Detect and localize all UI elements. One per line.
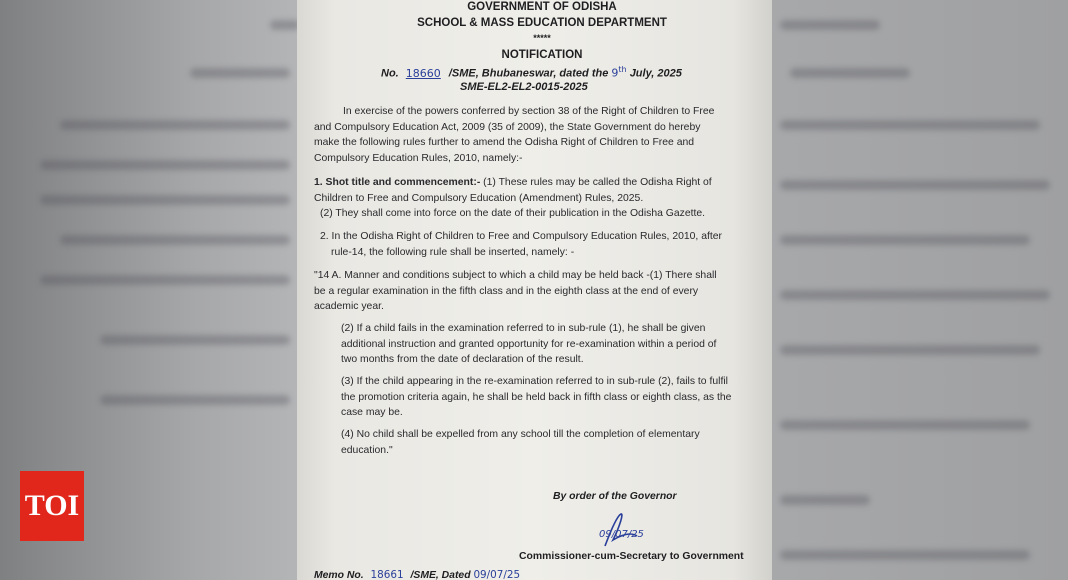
bg-blur-line: [780, 420, 1030, 430]
bg-blur-line: [780, 345, 1040, 355]
by-order-text: By order of the Governor: [553, 491, 677, 502]
sub-rule-2-line: two months from the date of declaration of the result.: [341, 354, 584, 365]
rule-2-line: rule-14, the following rule shall be inserted, namely: -: [331, 246, 575, 258]
signature-date: 09/07/25: [599, 529, 644, 540]
bg-blur-line: [790, 68, 910, 78]
rule-14a-line: academic year.: [314, 301, 384, 312]
department-heading: SCHOOL & MASS EDUCATION DEPARTMENT: [417, 17, 667, 29]
bg-blur-line: [100, 335, 290, 345]
intro-paragraph: [314, 104, 762, 166]
toi-logo: TOI: [20, 471, 84, 541]
header-stars: *****: [533, 33, 551, 43]
number-prefix: No.: [381, 67, 399, 80]
government-heading: GOVERNMENT OF ODISHA: [467, 1, 617, 13]
memo-dated: /SME, Dated: [410, 570, 471, 580]
notification-title: NOTIFICATION: [501, 49, 583, 61]
bg-blur-line: [780, 20, 880, 30]
bg-blur-line: [60, 120, 290, 130]
memo-number: 18661: [370, 569, 404, 580]
rule-1-line: (2) They shall come into force on the date of their publication in the Odisha Gazette.: [320, 208, 706, 219]
bg-blur-line: [270, 20, 300, 30]
sub-rule-4: [341, 427, 762, 458]
sub-rule-2-line: additional instruction and granted opportunity for re-examination within a period of: [341, 338, 717, 350]
rule-1-line: (1) These rules may be called the Odisha Right of: [480, 177, 712, 188]
bg-blur-line: [780, 235, 1030, 245]
memo-date: 09/07/25: [473, 569, 521, 580]
bg-blur-line: [60, 235, 290, 245]
rule-14a: [314, 268, 762, 315]
number-suffix: /SME, Bhubaneswar, dated the: [448, 67, 609, 80]
bg-blur-line: [40, 195, 290, 205]
intro-line: Compulsory Education Rules, 2010, namely:-: [314, 152, 523, 164]
intro-line: make the following rules further to amend the Odisha Right of Children to Free and: [314, 137, 695, 148]
memo-line: [314, 569, 520, 580]
sub-rule-4-line: education.": [341, 444, 393, 456]
memo-prefix: Memo No.: [314, 570, 364, 580]
file-reference: SME-EL2-EL2-0015-2025: [460, 81, 588, 93]
rule-14a-line: be a regular examination in the fifth class and in the eighth class at the end of every: [314, 285, 699, 297]
signatory-title: Commissioner-cum-Secretary to Government: [519, 551, 744, 562]
rule-2-line: 2. In the Odisha Right of Children to Free and Compulsory Education Rules, 2010, after: [320, 231, 722, 242]
notification-document: [297, 0, 772, 580]
sub-rule-2: [341, 321, 762, 368]
handwritten-day: 9: [611, 66, 619, 80]
sub-rule-3-line: (3) If the child appearing in the re-examination referred to in sub-rule (2), fails to fulfil: [341, 376, 728, 387]
bg-blur-line: [40, 275, 290, 285]
sub-rule-2-line: (2) If a child fails in the examination referred to in sub-rule (1), he shall be given: [341, 323, 706, 334]
handwritten-number: 18660: [405, 66, 441, 80]
rule-2: [314, 229, 762, 260]
intro-line: and Compulsory Education Act, 2009 (35 of 2009), the State Government do hereby: [314, 121, 701, 133]
rule-1: [314, 175, 762, 222]
bg-blur-line: [780, 550, 1030, 560]
bg-blur-line: [190, 68, 290, 78]
rule-1-line: Children to Free and Compulsory Education (Amendment) Rules, 2025.: [314, 192, 644, 204]
month-year: July, 2025: [629, 67, 682, 80]
sub-rule-3: [341, 374, 762, 421]
bg-blur-line: [780, 495, 870, 505]
intro-line: In exercise of the powers conferred by section 38 of the Right of Children to Free: [343, 106, 715, 117]
sub-rule-3-line: the promotion criteria again, he shall be held back in fifth class or eighth class, as the: [341, 391, 732, 403]
bg-blur-line: [100, 395, 290, 405]
bg-blur-line: [780, 180, 1050, 190]
handwritten-day-suffix: th: [618, 65, 627, 74]
rule-1-heading: 1. Shot title and commencement:-: [314, 177, 481, 188]
bg-blur-line: [40, 160, 290, 170]
sub-rule-4-line: (4) No child shall be expelled from any school till the completion of elementary: [341, 429, 700, 440]
rule-14a-line: "14 A. Manner and conditions subject to which a child may be held back -(1) There shall: [314, 270, 717, 281]
bg-blur-line: [780, 120, 1040, 130]
bg-blur-line: [780, 290, 1050, 300]
sub-rule-3-line: case may be.: [341, 407, 403, 418]
notification-number-line: [381, 65, 682, 80]
